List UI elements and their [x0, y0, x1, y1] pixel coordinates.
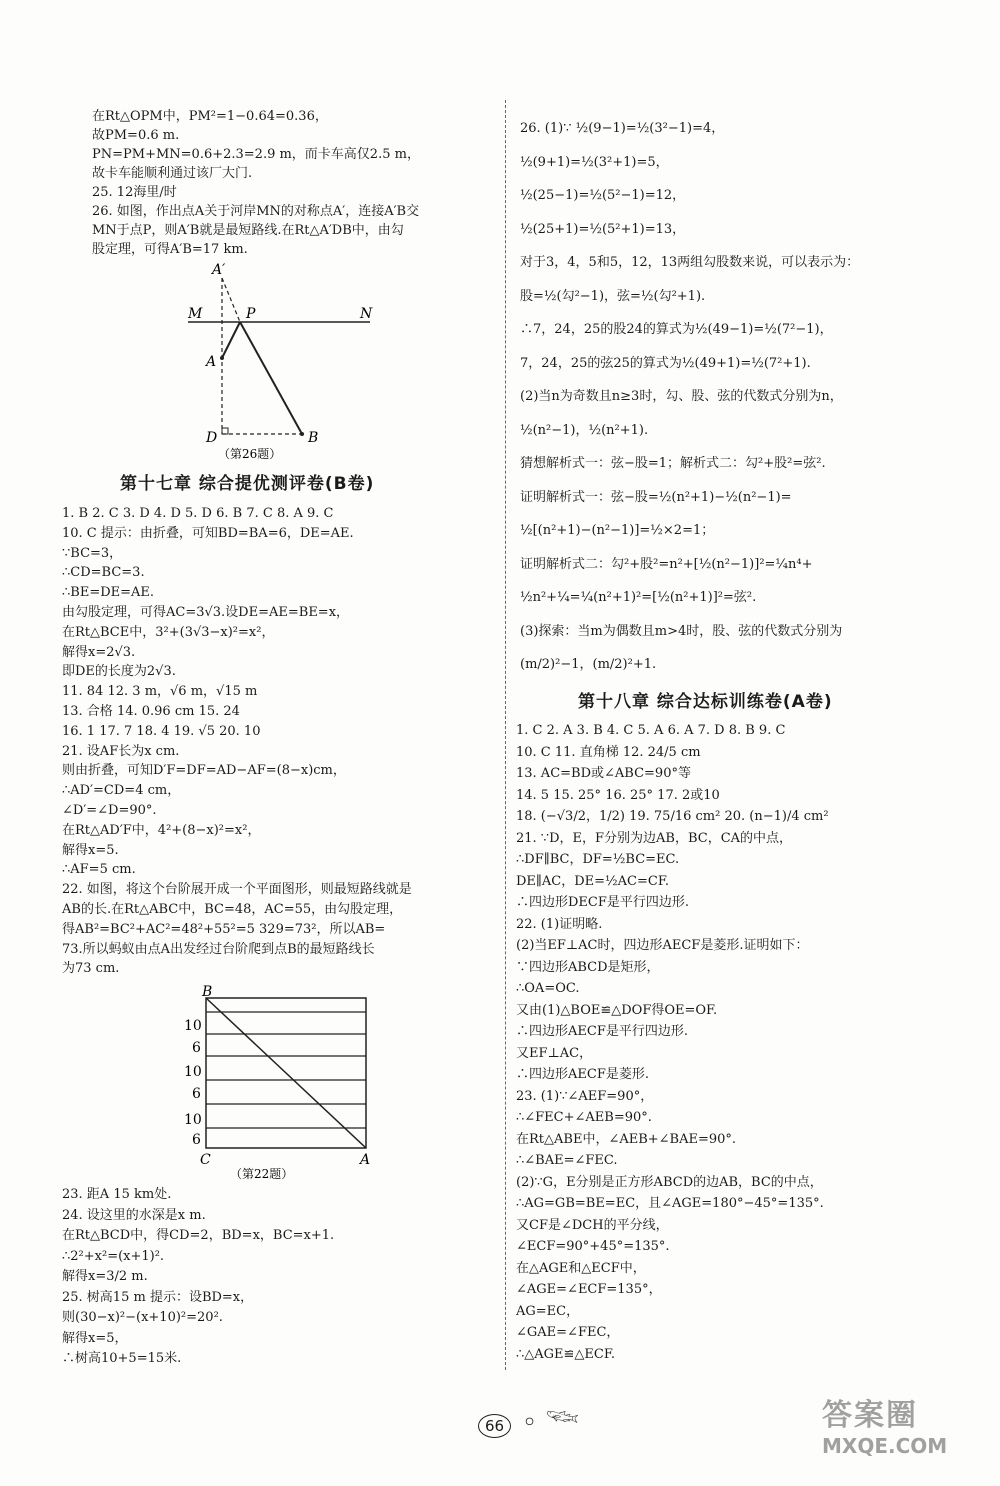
text-line: 由勾股定理，可得AC=3√3.设DE=AE=BE=x， [62, 605, 350, 620]
text-line: 10. C 提示：由折叠，可知BD=BA=6，DE=AE. [62, 525, 354, 541]
fig26-label-n: N [360, 306, 373, 322]
text-line: AB的长.在Rt△ABC中，BC=48，AC=55，由勾股定理， [62, 902, 403, 917]
fig22-label-b: B [202, 984, 213, 1000]
figure-22 [180, 982, 380, 1182]
watermark [822, 1390, 947, 1458]
text-line: (m/2)²−1，(m/2)²+1. [520, 657, 657, 672]
text-line: 22. (1)证明略. [516, 916, 603, 932]
text-line: 22. 如图，将这个台阶展开成一个平面图形，则最短路线就是 [62, 882, 412, 898]
text-line: ½(9+1)=½(3²+1)=5， [520, 154, 669, 170]
text-line: ∴2²+x²=(x+1)². [62, 1248, 165, 1264]
text-line: ∴∠FEC+∠AEB=90°. [516, 1110, 652, 1125]
fig22-caption: （第22题） [230, 1167, 294, 1181]
fig26-label-p: P [246, 306, 256, 322]
text-line: ∴CD=BC=3. [62, 565, 145, 581]
text-line: 21. ∵D，E，F分别为边AB，BC，CA的中点， [516, 830, 793, 846]
fig26-label-aprime: A′ [212, 262, 226, 278]
text-line: MN于点P，则A′B就是最短路线.在Rt△A′DB中，由勾 [92, 223, 404, 238]
fig26-label-b: B [308, 430, 319, 446]
text-line: 11. 84 12. 3 m，√6 m，√15 m [62, 684, 258, 700]
fig22-label-6a: 6 [192, 1040, 201, 1056]
text-line: 解得x=5， [62, 1330, 128, 1346]
text-line: ∴AD′=CD=4 cm， [62, 783, 181, 799]
column-divider [505, 100, 506, 1370]
text-line: 24. 设这里的水深是x m. [62, 1207, 206, 1223]
text-line: 在Rt△OPM中，PM²=1−0.64=0.36， [92, 109, 328, 124]
text-line: 故卡车能顺利通过该厂大门. [92, 166, 253, 181]
text-line: 对于3，4，5和5，12，13两组勾股数来说，可以表示为： [520, 255, 860, 270]
chapter-17-heading: 第十七章 综合提优测评卷(B卷) [120, 474, 375, 494]
text-line: 10. C 11. 直角梯 12. 24/5 cm [516, 744, 701, 760]
text-line: 在Rt△ABE中，∠AEB+∠BAE=90°. [516, 1131, 737, 1147]
page-number [478, 1398, 579, 1440]
text-line: 25. 12海里/时 [92, 185, 177, 200]
page-number-badge: 66 [478, 1414, 511, 1438]
text-line: 猜想解析式一：弦−股=1；解析式二：勾²+股²=弦². [520, 456, 826, 471]
fig22-label-6c: 6 [192, 1132, 201, 1148]
text-line: ∴AG=GB=BE=EC，且∠AGE=180°−45°=135°. [516, 1196, 824, 1211]
text-line: 股=½(勾²−1)，弦=½(勾²+1). [520, 288, 706, 304]
text-line: (3)探索：当m为偶数且m>4时，股、弦的代数式分别为 [520, 623, 843, 639]
fig26-label-a: A [206, 354, 217, 370]
text-line: ∴△AGE≌△ECF. [516, 1346, 615, 1362]
text-line: 13. AC=BD或∠ABC=90°等 [516, 766, 691, 781]
text-line: 7，24，25的弦25的算式为½(49+1)=½(7²+1). [520, 355, 811, 371]
text-line: 又EF⊥AC， [516, 1045, 593, 1061]
text-line: 1. C 2. A 3. B 4. C 5. A 6. A 7. D 8. B 9. C [516, 723, 786, 738]
text-line: (2)当n为奇数且n≥3时，勾、股、弦的代数式分别为n， [520, 389, 843, 404]
text-line: ∴7，24，25的股24的算式为½(49−1)=½(7²−1)， [520, 322, 833, 337]
text-line: 21. 设AF长为x cm. [62, 743, 180, 759]
text-line: DE∥AC，DE=½AC=CF. [516, 873, 669, 889]
text-line: 则由折叠，可知D′F=DF=AD−AF=(8−x)cm， [62, 763, 346, 779]
text-line: ∠AGE=∠ECF=135°， [516, 1282, 662, 1297]
text-line: 股定理，可得A′B=17 km. [92, 242, 248, 257]
text-line: 又由(1)△BOE≌△DOF得OE=OF. [516, 1002, 718, 1018]
text-line: 解得x=3/2 m. [62, 1269, 148, 1284]
text-line: ½(25+1)=½(5²+1)=13， [520, 221, 686, 237]
text-line: 在Rt△AD′F中，4²+(8−x)²=x²， [62, 822, 261, 838]
watermark-top: 答案圈 [822, 1398, 918, 1433]
text-line: (2)∵G，E分别是正方形ABCD的边AB，BC的中点， [516, 1174, 823, 1190]
text-line: ½(n²−1)，½(n²+1). [520, 422, 649, 438]
text-line: 证明解析式二：勾²+股²=n²+[½(n²−1)]²=¼n⁴+ [520, 556, 813, 572]
text-line: 证明解析式一：弦−股=½(n²+1)−½(n²−1)= [520, 489, 792, 505]
text-line: 1. B 2. C 3. D 4. D 5. D 6. B 7. C 8. A 9. C [62, 506, 334, 521]
text-line: 26. (1)∵ ½(9−1)=½(3²−1)=4， [520, 121, 725, 136]
text-line: ∵BC=3， [62, 545, 123, 561]
watermark-bottom: MXQE.COM [822, 1434, 948, 1458]
text-line: ∵四边形ABCD是矩形， [516, 959, 660, 975]
text-line: ∴AF=5 cm. [62, 862, 136, 878]
text-line: 在Rt△BCD中，得CD=2，BD=x，BC=x+1. [62, 1228, 335, 1243]
text-line: 解得x=2√3. [62, 644, 136, 660]
text-line: ½(25−1)=½(5²−1)=12， [520, 188, 686, 203]
text-line: ∠GAE=∠FEC， [516, 1325, 620, 1340]
fig26-label-m: M [188, 306, 203, 322]
text-line: 在△AGE和△ECF中， [516, 1260, 646, 1276]
fig22-label-10b: 10 [184, 1064, 202, 1080]
text-line: ∴∠BAE=∠FEC. [516, 1153, 618, 1168]
text-line: 14. 5 15. 25° 16. 25° 17. 2或10 [516, 787, 720, 803]
text-line: 得AB²=BC²+AC²=48²+55²=5 329=73²，所以AB= [62, 921, 386, 937]
text-line: ∴OA=OC. [516, 981, 580, 996]
fig22-label-a: A [360, 1152, 371, 1168]
text-line: 18. (−√3/2，1/2) 19. 75/16 cm² 20. (n−1)/4 cm² [516, 809, 829, 824]
text-line: 13. 合格 14. 0.96 cm 15. 24 [62, 704, 240, 719]
text-line: ½n²+¼=¼(n²+1)²=[½(n²+1)]²=弦². [520, 590, 757, 605]
text-line: ∠D′=∠D=90°. [62, 803, 157, 818]
text-line: ∴四边形AECF是菱形. [516, 1067, 649, 1082]
text-line: PN=PM+MN=0.6+2.3=2.9 m，而卡车高仅2.5 m， [92, 147, 420, 162]
text-line: 16. 1 17. 7 18. 4 19. √5 20. 10 [62, 723, 261, 739]
text-line: 73.所以蚂蚁由点A出发经过台阶爬到点B的最短路线长 [62, 941, 375, 957]
text-line: 故PM=0.6 m. [92, 128, 180, 143]
fig26-label-d: D [206, 430, 218, 446]
text-line: 则(30−x)²−(x+10)²=20². [62, 1310, 223, 1325]
text-line: ∴树高10+5=15米. [62, 1351, 182, 1366]
text-line: 解得x=5. [62, 842, 119, 858]
text-line: (2)当EF⊥AC时，四边形AECF是菱形.证明如下： [516, 938, 809, 953]
fig26-caption: （第26题） [218, 447, 282, 461]
text-line: ∴四边形AECF是平行四边形. [516, 1024, 688, 1039]
text-line: 23. (1)∵∠AEF=90°， [516, 1088, 654, 1104]
fig22-label-c: C [200, 1152, 211, 1168]
text-line: 25. 树高15 m 提示：设BD=x， [62, 1289, 254, 1305]
text-line: 23. 距A 15 km处. [62, 1187, 172, 1202]
text-line: 即DE的长度为2√3. [62, 664, 176, 680]
text-line: ½[(n²+1)−(n²−1)]=½×2=1； [520, 523, 715, 538]
fig22-label-6b: 6 [192, 1086, 201, 1102]
text-line: 26. 如图，作出点A关于河岸MN的对称点A′，连接A′B交 [92, 204, 420, 219]
text-line: AG=EC， [516, 1303, 580, 1319]
fig22-label-10c: 10 [184, 1112, 202, 1128]
fish-icon: ◦ 𓆝 [521, 1408, 580, 1438]
text-line: 为73 cm. [62, 961, 120, 977]
chapter-18-heading: 第十八章 综合达标训练卷(A卷) [578, 692, 833, 712]
text-line: ∴四边形DECF是平行四边形. [516, 895, 690, 910]
text-line: ∴DF∥BC，DF=½BC=EC. [516, 852, 680, 867]
text-line: 在Rt△BCE中，3²+(3√3−x)²=x²， [62, 624, 275, 640]
fig22-label-10a: 10 [184, 1018, 202, 1034]
text-line: ∠ECF=90°+45°=135°. [516, 1239, 670, 1254]
text-line: ∴BE=DE=AE. [62, 585, 155, 601]
figure-26 [180, 262, 380, 462]
text-line: 又CF是∠DCH的平分线， [516, 1217, 669, 1233]
